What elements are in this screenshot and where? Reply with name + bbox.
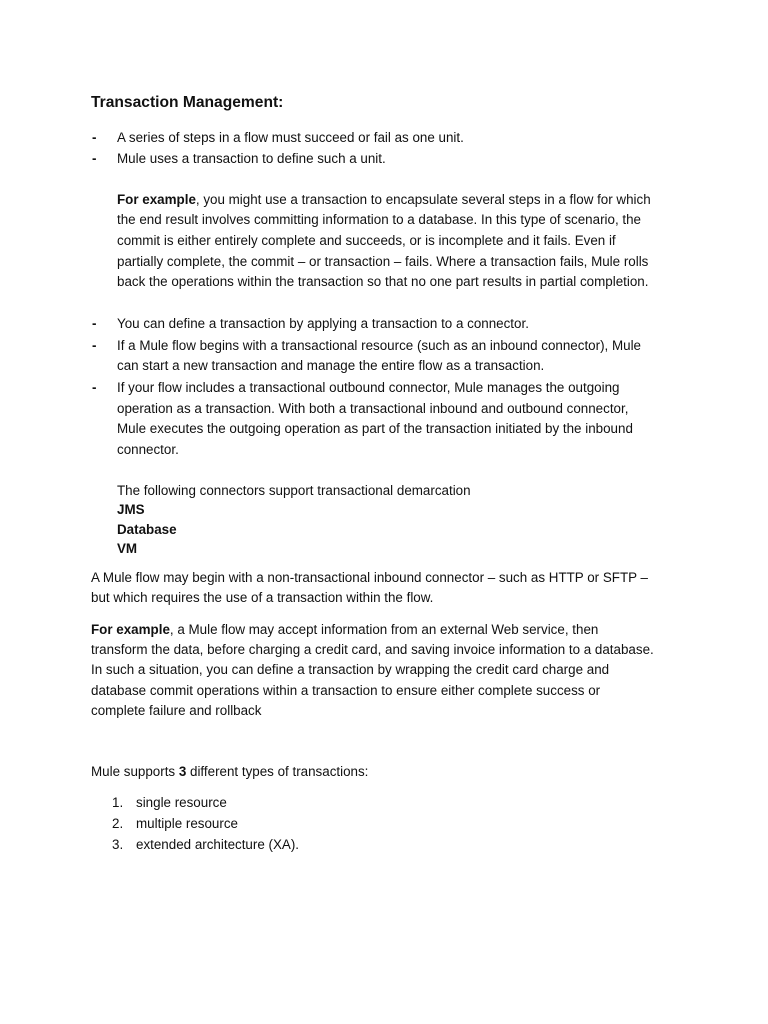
bullet-text: If your flow includes a transactional outbound connector, Mule manages the outgoing — [117, 380, 620, 395]
bullet-text: connector. — [117, 442, 179, 457]
bullet-dash: - — [92, 151, 97, 166]
bullet-dash: - — [92, 130, 97, 145]
list-item: multiple resource — [136, 816, 238, 831]
example-paragraph-line: transform the data, before charging a credit card, and saving invoice information to a database. — [91, 642, 654, 657]
list-item: single resource — [136, 795, 227, 810]
example-paragraph-line: the end result involves committing information to a database. In this type of scenario, the — [117, 212, 642, 227]
connector-item: Database — [117, 522, 177, 537]
paragraph-line: but which requires the use of a transaction within the flow. — [91, 590, 434, 605]
list-number: 3. — [112, 837, 124, 852]
connector-item: JMS — [117, 502, 145, 517]
bullet-dash: - — [92, 338, 97, 353]
types-intro: Mule supports 3 different types of transactions: — [91, 764, 369, 779]
example-label: For example — [117, 192, 196, 207]
bullet-text: A series of steps in a flow must succeed or fail as one unit. — [117, 130, 464, 145]
example-label: For example — [91, 622, 170, 637]
list-number: 2. — [112, 816, 124, 831]
bullet-text: If a Mule flow begins with a transactional resource (such as an inbound connector), Mule — [117, 338, 642, 353]
bullet-text: Mule executes the outgoing operation as part of the transaction initiated by the inbound — [117, 421, 633, 436]
paragraph-line: A Mule flow may begin with a non-transactional inbound connector – such as HTTP or SFTP – — [91, 570, 648, 585]
list-item: extended architecture (XA). — [136, 837, 300, 852]
example-paragraph-line: In such a situation, you can define a transaction by wrapping the credit card charge and — [91, 662, 610, 677]
connectors-intro: The following connectors support transactional demarcation — [117, 483, 471, 498]
connector-item: VM — [117, 541, 138, 556]
bullet-text: You can define a transaction by applying a transaction to a connector. — [117, 316, 529, 331]
example-paragraph-line: For example, a Mule flow may accept information from an external Web service, then — [91, 622, 599, 637]
bullet-dash: - — [92, 380, 97, 395]
example-paragraph-line: database commit operations within a transaction to ensure either complete success or — [91, 683, 601, 698]
example-paragraph-line: back the operations within the transaction so that no one part results in partial completion. — [117, 274, 649, 289]
bullet-text: operation as a transaction. With both a transactional inbound and outbound connector, — [117, 401, 629, 416]
bullet-text: Mule uses a transaction to define such a unit. — [117, 151, 386, 166]
page-title: Transaction Management: — [91, 94, 284, 111]
example-paragraph-line: complete failure and rollback — [91, 703, 262, 718]
list-number: 1. — [112, 795, 124, 810]
bullet-text: can start a new transaction and manage the entire flow as a transaction. — [117, 358, 545, 373]
bullet-dash: - — [92, 316, 97, 331]
example-paragraph-line: For example, you might use a transaction to encapsulate several steps in a flow for which — [117, 192, 651, 207]
example-paragraph-line: commit is either entirely complete and succeeds, or is incomplete and it fails. Even if — [117, 233, 616, 248]
example-paragraph-line: partially complete, the commit – or transaction – fails. Where a transaction fails, Mule rolls — [117, 254, 649, 269]
